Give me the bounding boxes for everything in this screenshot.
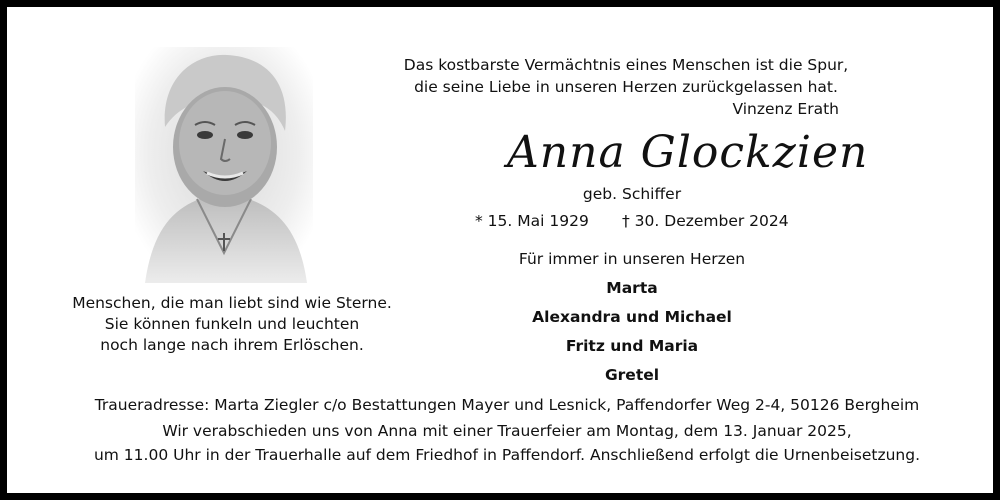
opening-quote-line: die seine Liebe in unseren Herzen zurückgelassen hat. — [414, 78, 838, 96]
quote-author: Vinzenz Erath — [732, 100, 839, 118]
mourner-name: Fritz und Maria — [565, 337, 699, 355]
deceased-name-signature — [497, 125, 869, 185]
birth-date: * 15. Mai 1929 — [475, 212, 589, 230]
announcement-line: Wir verabschieden uns von Anna mit einer Trauerfeier am Montag, dem 13. Januar 2025, — [162, 422, 852, 440]
life-dates — [447, 212, 817, 234]
opening-quote-line: Das kostbarste Vermächtnis eines Menschen ist die Spur, — [403, 56, 849, 74]
mourner-name: Marta — [606, 279, 658, 297]
signature-text: Anna Glockzien — [507, 127, 869, 178]
portrait-photo — [135, 47, 313, 283]
mourner-name: Alexandra und Michael — [532, 308, 732, 326]
left-quote-line: Menschen, die man liebt sind wie Sterne. — [72, 294, 392, 312]
announcement-line: um 11.00 Uhr in der Trauerhalle auf dem Friedhof in Paffendorf. Anschließend erfolgt die Urnenbeisetzung. — [93, 446, 921, 464]
mourners-intro: Für immer in unseren Herzen — [518, 250, 746, 268]
mourning-address: Traueradresse: Marta Ziegler c/o Bestattungen Mayer und Lesnick, Paffendorfer Weg 2-4, 50126 Bergheim — [94, 396, 920, 414]
mourner-name: Gretel — [604, 366, 660, 384]
left-quote — [47, 293, 417, 356]
opening-quote — [391, 54, 861, 98]
left-quote-line: noch lange nach ihrem Erlöschen. — [100, 336, 364, 354]
death-date: † 30. Dezember 2024 — [622, 212, 789, 230]
left-quote-line: Sie können funkeln und leuchten — [104, 315, 360, 333]
maiden-name: geb. Schiffer — [582, 185, 682, 203]
